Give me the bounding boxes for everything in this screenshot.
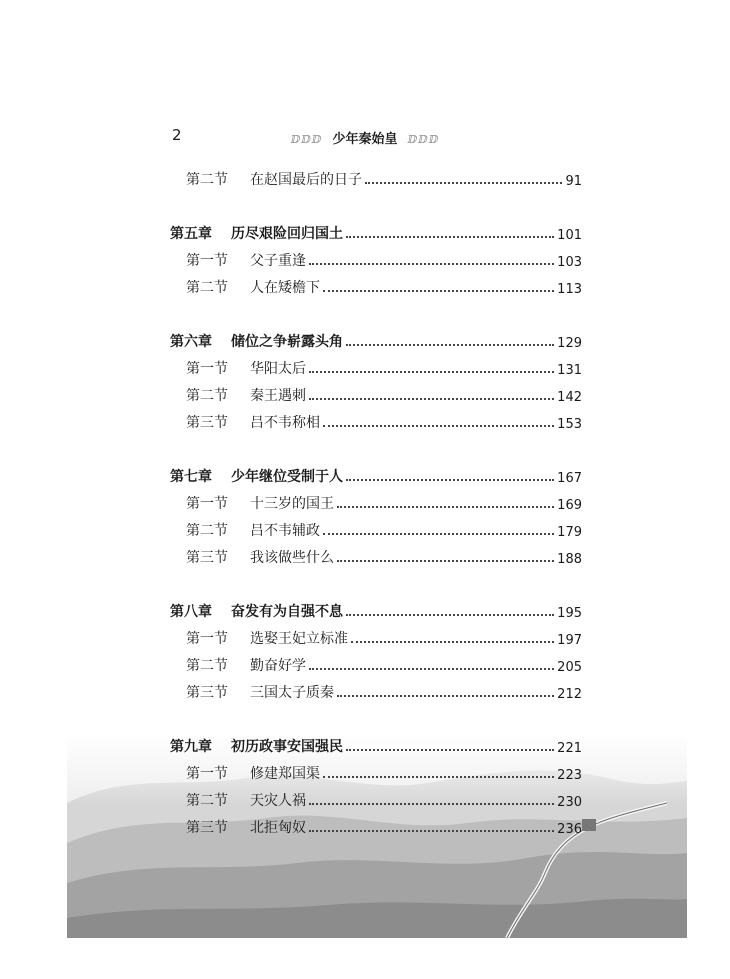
toc-entry: [170, 167, 582, 189]
toc-chapter: [170, 221, 582, 243]
toc-entry: [170, 653, 582, 675]
entry-title: 人在矮檐下: [250, 280, 320, 296]
toc-chapter: [170, 464, 582, 486]
toc-chapter: [170, 329, 582, 351]
entry-page: 153: [557, 417, 582, 432]
leader-dots: [365, 182, 562, 184]
leader-dots: [309, 803, 554, 805]
entry-number: 第三节: [186, 820, 228, 836]
leader-dots: [346, 749, 554, 751]
leader-dots: [309, 371, 554, 373]
leader-dots: [323, 290, 554, 292]
toc-entry: [170, 275, 582, 297]
entry-page: 221: [557, 741, 582, 756]
entry-page: 212: [557, 687, 582, 702]
chapter-number: 第六章: [170, 334, 212, 350]
entry-page: 129: [557, 336, 582, 351]
entry-title: 天灾人祸: [250, 793, 306, 809]
toc-entry: [170, 248, 582, 270]
entry-title: 北拒匈奴: [250, 820, 306, 836]
entry-page: 197: [557, 633, 582, 648]
entry-page: 223: [557, 768, 582, 783]
entry-page: 142: [557, 390, 582, 405]
entry-page: 205: [557, 660, 582, 675]
leader-dots: [309, 830, 554, 832]
entry-title: 选娶王妃立标准: [250, 631, 348, 647]
chapter-title: 奋发有为自强不息: [231, 604, 343, 620]
entry-title: 在赵国最后的日子: [250, 172, 362, 188]
entry-number: 第二节: [186, 523, 228, 539]
entry-number: 第一节: [186, 766, 228, 782]
entry-title: 修建郑国渠: [250, 766, 320, 782]
header-ornament-right: ⅅⅅⅅ: [407, 133, 440, 146]
leader-dots: [337, 506, 554, 508]
entry-title: 我该做些什么: [250, 550, 334, 566]
toc-entry: [170, 815, 582, 837]
toc-entry: [170, 545, 582, 567]
entry-page: 236: [557, 822, 582, 837]
entry-number: 第二节: [186, 280, 228, 296]
entry-title: 勤奋好学: [250, 658, 306, 674]
entry-title: 十三岁的国王: [250, 496, 334, 512]
chapter-title: 少年继位受制于人: [231, 469, 343, 485]
toc-entry: [170, 356, 582, 378]
entry-number: 第二节: [186, 172, 228, 188]
entry-page: 91: [565, 174, 582, 189]
toc-entry: [170, 410, 582, 432]
entry-page: 113: [557, 282, 582, 297]
leader-dots: [346, 614, 554, 616]
running-header: [0, 126, 730, 148]
entry-number: 第一节: [186, 253, 228, 269]
leader-dots: [323, 776, 554, 778]
entry-page: 179: [557, 525, 582, 540]
toc-chapter: [170, 599, 582, 621]
entry-title: 秦王遇刺: [250, 388, 306, 404]
entry-page: 230: [557, 795, 582, 810]
leader-dots: [346, 344, 554, 346]
entry-title: 吕不韦辅政: [250, 523, 320, 539]
entry-title: 吕不韦称相: [250, 415, 320, 431]
entry-title: 三国太子质秦: [250, 685, 334, 701]
toc-entry: [170, 788, 582, 810]
entry-page: 101: [557, 228, 582, 243]
chapter-title: 历尽艰险回归国土: [231, 226, 343, 242]
entry-title: 父子重逢: [250, 253, 306, 269]
entry-page: 188: [557, 552, 582, 567]
entry-number: 第三节: [186, 685, 228, 701]
toc-entry: [170, 491, 582, 513]
toc-entry: [170, 383, 582, 405]
chapter-number: 第九章: [170, 739, 212, 755]
leader-dots: [346, 479, 554, 481]
toc-entry: [170, 626, 582, 648]
toc-chapter: [170, 734, 582, 756]
chapter-number: 第七章: [170, 469, 212, 485]
entry-number: 第二节: [186, 658, 228, 674]
entry-page: 103: [557, 255, 582, 270]
entry-page: 167: [557, 471, 582, 486]
leader-dots: [309, 668, 554, 670]
leader-dots: [323, 425, 554, 427]
chapter-number: 第八章: [170, 604, 212, 620]
chapter-number: 第五章: [170, 226, 212, 242]
entry-page: 131: [557, 363, 582, 378]
entry-number: 第一节: [186, 496, 228, 512]
running-title: [0, 128, 730, 147]
toc-entry: [170, 761, 582, 783]
entry-number: 第三节: [186, 550, 228, 566]
leader-dots: [309, 398, 554, 400]
leader-dots: [337, 695, 554, 697]
book-title: 少年秦始皇: [332, 132, 398, 147]
entry-page: 169: [557, 498, 582, 513]
entry-number: 第三节: [186, 415, 228, 431]
leader-dots: [346, 236, 554, 238]
page-number: 2: [172, 126, 182, 144]
entry-number: 第二节: [186, 388, 228, 404]
entry-number: 第二节: [186, 793, 228, 809]
leader-dots: [351, 641, 554, 643]
toc-entry: [170, 518, 582, 540]
leader-dots: [337, 560, 554, 562]
toc-entry: [170, 680, 582, 702]
entry-number: 第一节: [186, 631, 228, 647]
entry-number: 第一节: [186, 361, 228, 377]
entry-title: 华阳太后: [250, 361, 306, 377]
chapter-title: 储位之争崭露头角: [231, 334, 343, 350]
header-ornament-left: ⅅⅅⅅ: [290, 133, 323, 146]
leader-dots: [323, 533, 554, 535]
entry-page: 195: [557, 606, 582, 621]
chapter-title: 初历政事安国强民: [231, 739, 343, 755]
leader-dots: [309, 263, 554, 265]
